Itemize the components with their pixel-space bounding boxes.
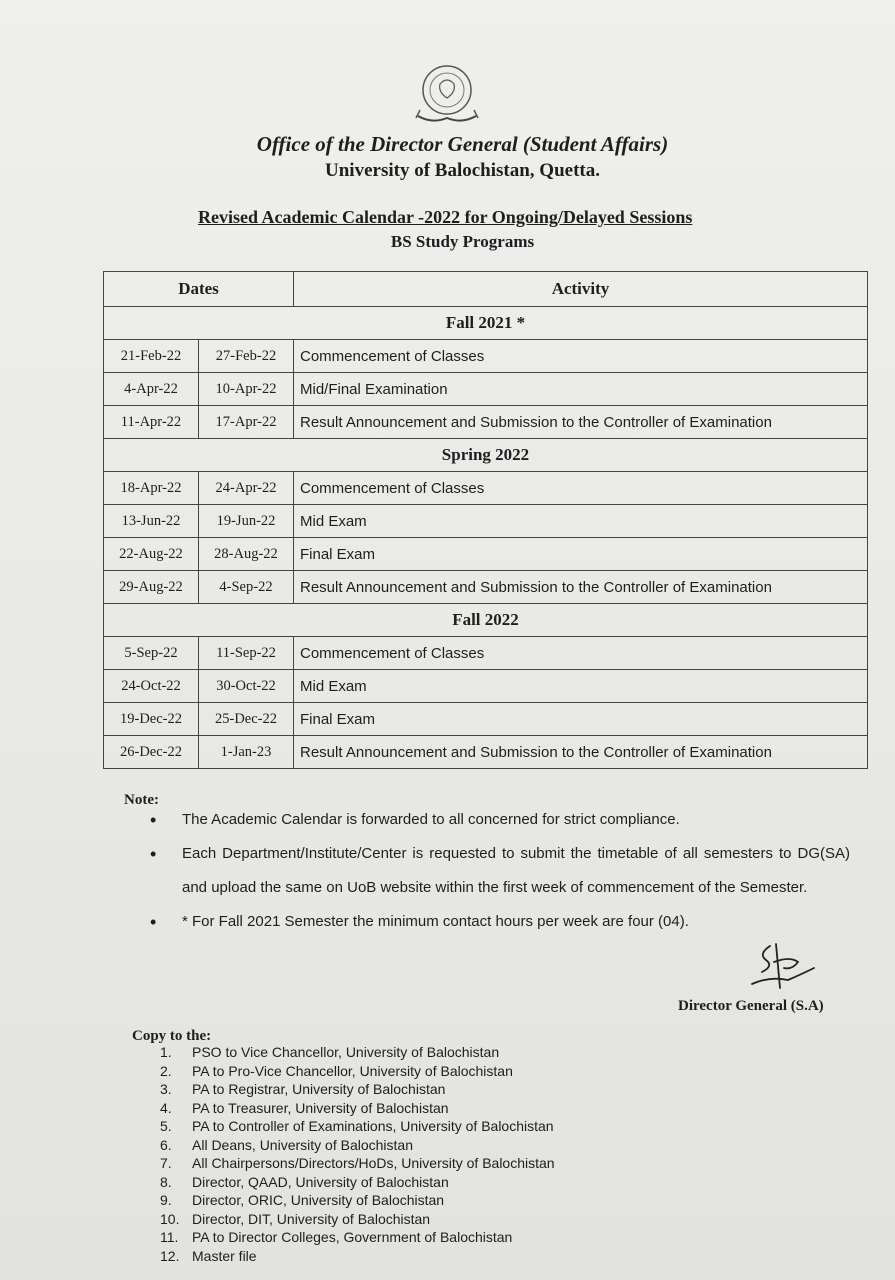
table-row (104, 406, 868, 439)
end-date: 17-Apr-22 (199, 406, 294, 439)
list-number: 10. (160, 1210, 180, 1227)
university-heading: University of Balochistan, Quetta. (325, 160, 600, 181)
list-item (160, 1117, 555, 1136)
office-heading: Office of the Director General (Student Affairs) (256, 132, 669, 156)
table-row (104, 571, 868, 604)
activity-column-header: Activity (294, 272, 868, 307)
end-date: 24-Apr-22 (199, 472, 294, 505)
signature-image (740, 940, 822, 992)
end-date: 27-Feb-22 (199, 340, 294, 373)
section-row (104, 439, 868, 472)
list-number: 4. (160, 1099, 172, 1116)
note-item: • * For Fall 2021 Semester the minimum contact hours per week are four (04). (150, 905, 850, 939)
activity-cell: Result Announcement and Submission to the Controller of Examination (294, 571, 868, 604)
end-date: 30-Oct-22 (199, 670, 294, 703)
table-header-row (104, 272, 868, 307)
note-list (150, 803, 850, 939)
activity-cell: Result Announcement and Submission to the Controller of Examination (294, 736, 868, 769)
start-date: 18-Apr-22 (104, 472, 199, 505)
end-date: 28-Aug-22 (199, 538, 294, 571)
start-date: 21-Feb-22 (104, 340, 199, 373)
list-number: 5. (160, 1118, 172, 1134)
table-row (104, 703, 868, 736)
table-row (104, 670, 868, 703)
list-number: 7. (160, 1155, 172, 1171)
section-title: Spring 2022 (104, 439, 868, 472)
start-date: 22-Aug-22 (104, 538, 199, 571)
table-row (104, 538, 868, 571)
activity-cell: Mid Exam (294, 670, 868, 703)
signatory-title: Director General (S.A) (678, 998, 824, 1014)
start-date: 26-Dec-22 (104, 736, 199, 769)
end-date: 25-Dec-22 (199, 703, 294, 736)
table-row (104, 505, 868, 538)
copy-to-heading: Copy to the: (132, 1028, 212, 1044)
activity-cell: Final Exam (294, 538, 868, 571)
note-heading: Note: (124, 792, 159, 808)
note-item: • The Academic Calendar is forwarded to all concerned for strict compliance. (150, 803, 850, 837)
list-number: 6. (160, 1136, 172, 1153)
end-date: 1-Jan-23 (199, 736, 294, 769)
table-row (104, 340, 868, 373)
list-item (160, 1062, 555, 1081)
calendar-table (103, 271, 868, 769)
activity-cell: Mid/Final Examination (294, 373, 868, 406)
start-date: 13-Jun-22 (104, 505, 199, 538)
list-text: Director, ORIC, University of Balochistan (192, 1192, 445, 1208)
end-date: 10-Apr-22 (199, 373, 294, 406)
activity-cell: Commencement of Classes (294, 340, 868, 373)
start-date: 5-Sep-22 (104, 637, 199, 670)
start-date: 4-Apr-22 (104, 373, 199, 406)
list-text: PA to Registrar, University of Balochistan (192, 1081, 446, 1097)
end-date: 4-Sep-22 (199, 571, 294, 604)
list-text: PA to Treasurer, University of Balochistan (192, 1099, 449, 1116)
list-item (160, 1191, 555, 1210)
list-item (160, 1099, 555, 1118)
list-text: PA to Controller of Examinations, University of Balochistan (192, 1118, 554, 1134)
list-item (160, 1080, 555, 1099)
section-row (104, 307, 868, 340)
table-row (104, 637, 868, 670)
list-text: Director, QAAD, University of Balochistan (192, 1173, 449, 1190)
list-text: All Chairpersons/Directors/HoDs, University of Balochistan (192, 1155, 555, 1171)
table-row (104, 472, 868, 505)
activity-cell: Result Announcement and Submission to the Controller of Examination (294, 406, 868, 439)
start-date: 29-Aug-22 (104, 571, 199, 604)
start-date: 11-Apr-22 (104, 406, 199, 439)
list-item (160, 1247, 555, 1266)
list-text: PA to Director Colleges, Government of Balochistan (192, 1229, 513, 1245)
section-title: Fall 2021 * (104, 307, 868, 340)
list-item (160, 1154, 555, 1173)
list-item (160, 1228, 555, 1247)
table-row (104, 736, 868, 769)
section-row (104, 604, 868, 637)
end-date: 11-Sep-22 (199, 637, 294, 670)
activity-cell: Commencement of Classes (294, 472, 868, 505)
table-row (104, 373, 868, 406)
list-text: PA to Pro-Vice Chancellor, University of Balochistan (192, 1062, 513, 1079)
list-number: 2. (160, 1062, 172, 1079)
list-item (160, 1210, 555, 1229)
end-date: 19-Jun-22 (199, 505, 294, 538)
list-number: 3. (160, 1081, 172, 1097)
copy-to-list (160, 1043, 555, 1265)
activity-cell: Commencement of Classes (294, 637, 868, 670)
activity-cell: Final Exam (294, 703, 868, 736)
list-text: Master file (192, 1247, 257, 1264)
activity-cell: Mid Exam (294, 505, 868, 538)
list-number: 12. (160, 1247, 180, 1264)
start-date: 19-Dec-22 (104, 703, 199, 736)
list-number: 8. (160, 1173, 172, 1190)
university-seal-icon (412, 58, 482, 130)
document-subtitle: BS Study Programs (390, 232, 535, 251)
list-number: 11. (160, 1229, 179, 1245)
list-number: 1. (160, 1044, 172, 1060)
dates-column-header: Dates (104, 272, 294, 307)
section-title: Fall 2022 (104, 604, 868, 637)
list-item (160, 1173, 555, 1192)
list-text: All Deans, University of Balochistan (192, 1136, 413, 1153)
list-number: 9. (160, 1192, 172, 1208)
start-date: 24-Oct-22 (104, 670, 199, 703)
list-text: Director, DIT, University of Balochistan (192, 1210, 431, 1227)
list-item (160, 1043, 555, 1062)
note-item: • Each Department/Institute/Center is requested to submit the timetable of all semesters to DG(SA) and upload the same on UoB website within the first week of commencement of the Semester. (150, 837, 850, 905)
list-text: PSO to Vice Chancellor, University of Balochistan (192, 1044, 500, 1060)
document-title: Revised Academic Calendar -2022 for Ongoing/Delayed Sessions (198, 207, 693, 227)
list-item (160, 1136, 555, 1155)
